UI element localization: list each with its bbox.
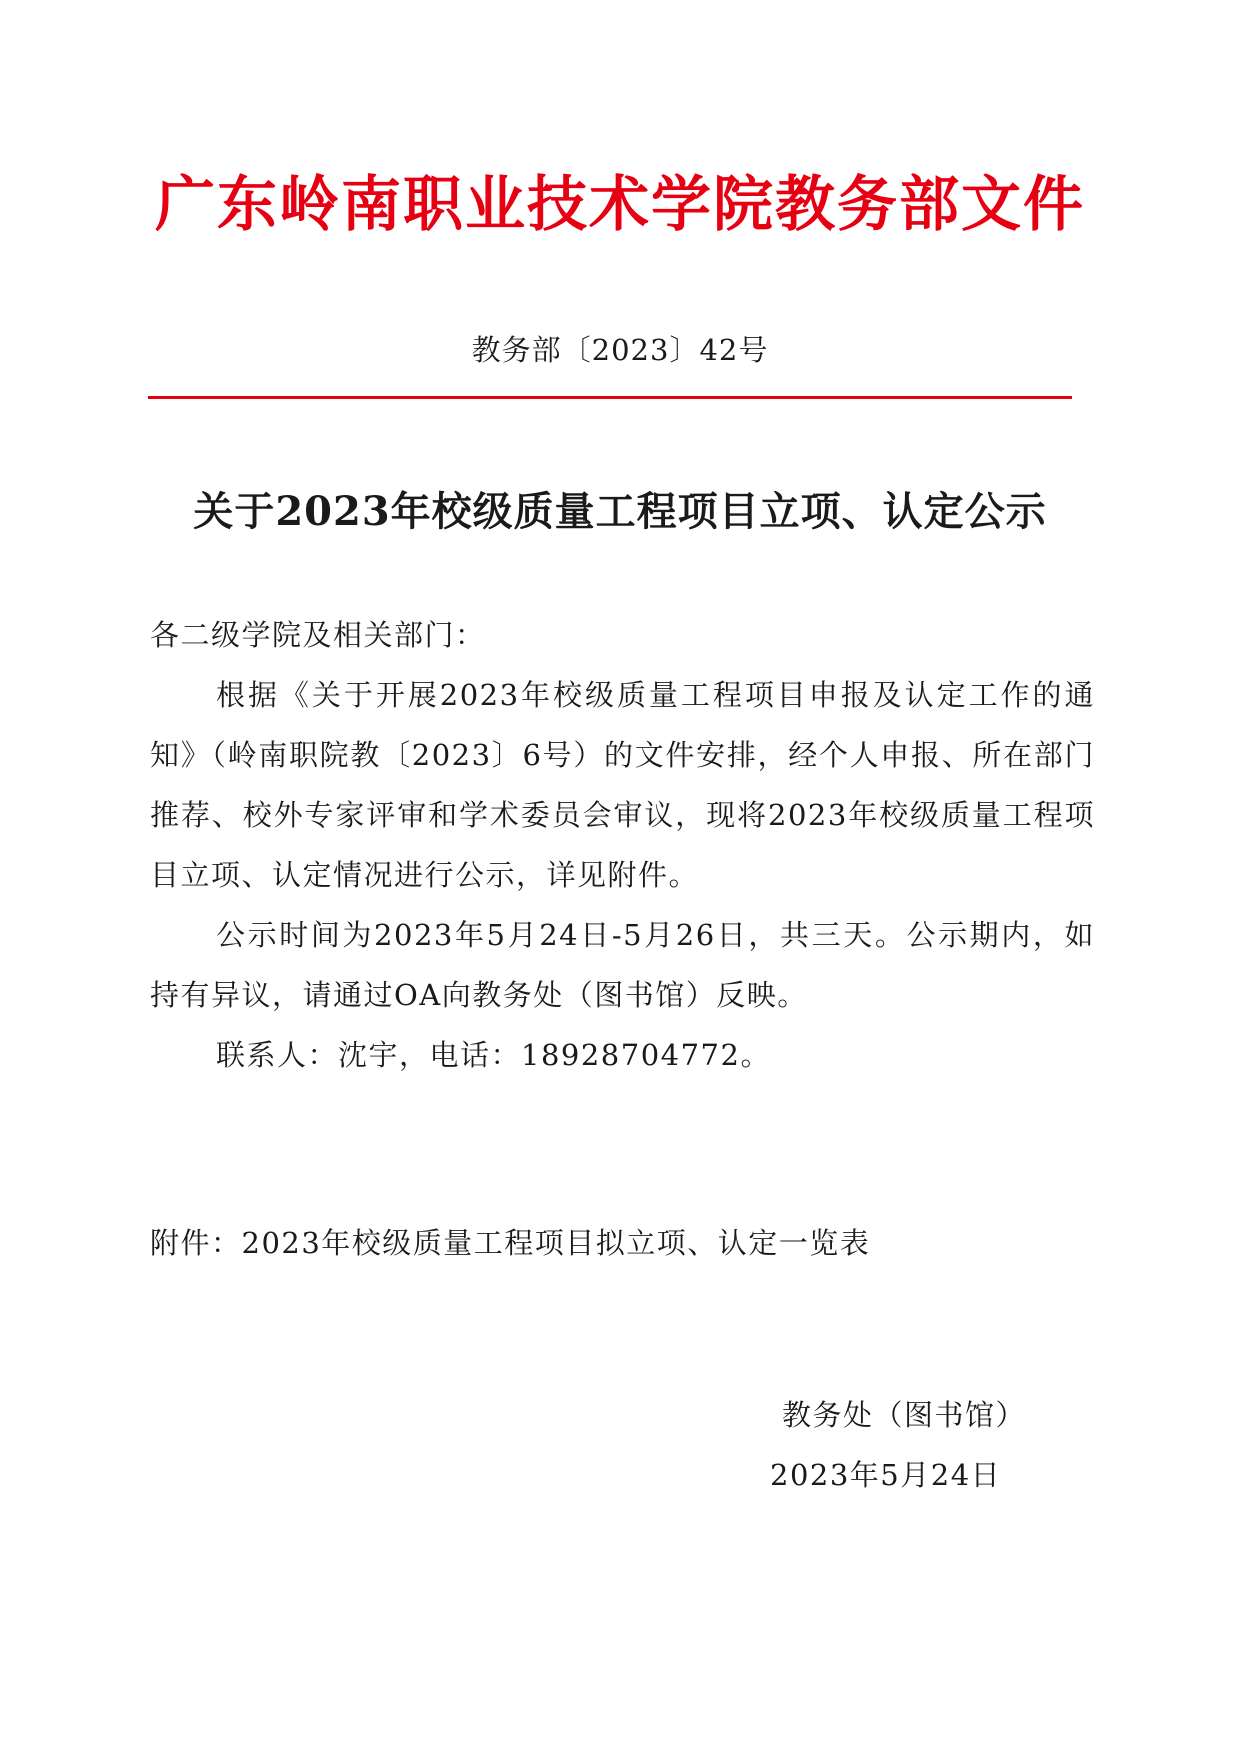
paragraph-publicity-period: 公示时间为2023年5月24日-5月26日，共三天。公示期内，如持有异议，请通过OA向教务处（图书馆）反映。 — [150, 918, 1095, 1012]
document-header-title: 广东岭南职业技术学院教务部文件 — [155, 170, 1085, 240]
paragraph-contact: 联系人：沈宇，电话：18928704772。 — [216, 1038, 771, 1072]
signature-organization: 教务处（图书馆） — [782, 1398, 1027, 1432]
document-number: 教务部〔2023〕42号 — [471, 333, 769, 367]
signature-date: 2023年5月24日 — [770, 1458, 1002, 1492]
attachment-line: 附件：2023年校级质量工程项目拟立项、认定一览表 — [150, 1226, 871, 1260]
paragraph-basis: 根据《关于开展2023年校级质量工程项目申报及认定工作的通知》（岭南职院教〔2023〕6号）的文件安排，经个人申报、所在部门推荐、校外专家评审和学术委员会审议，现将2023年校级质量工程项目立项、认定情况进行公示，详见附件。 — [150, 678, 1095, 892]
header-red-divider — [148, 396, 1072, 399]
notice-title: 关于2023年校级质量工程项目立项、认定公示 — [193, 488, 1047, 535]
salutation: 各二级学院及相关部门： — [150, 618, 486, 652]
